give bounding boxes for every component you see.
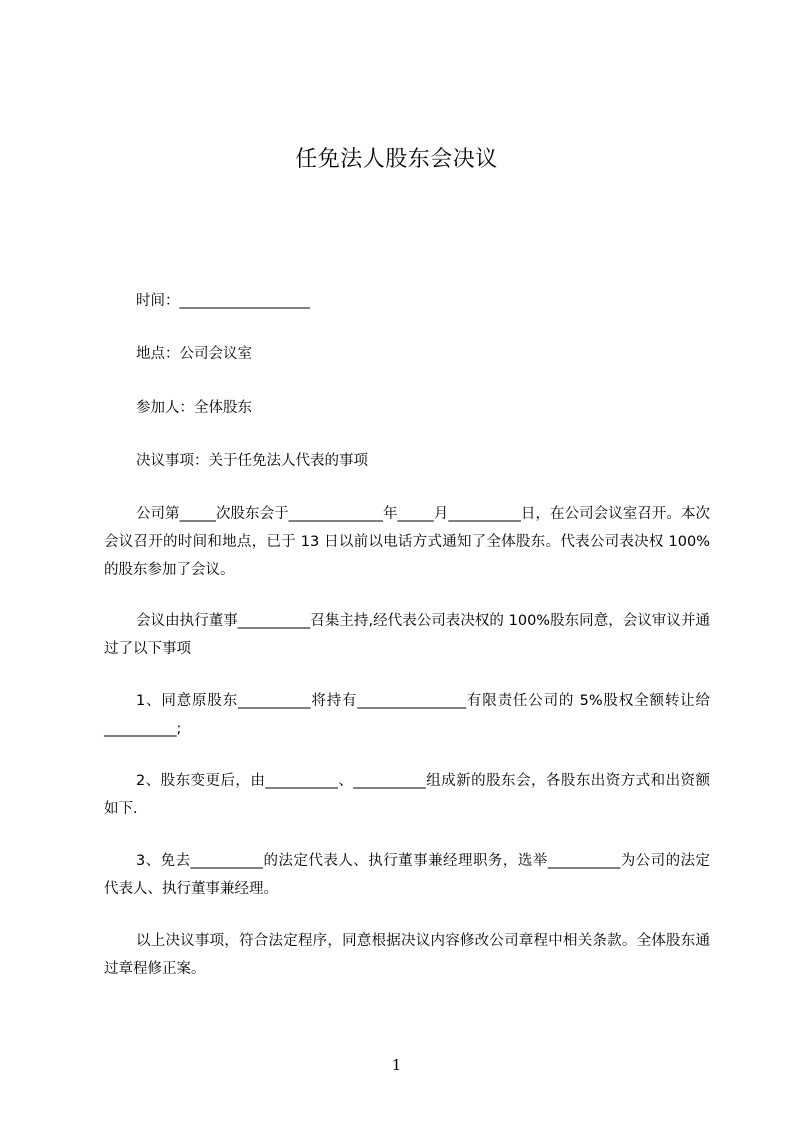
resolution-item-2: 2、股东变更后，由__________、__________组成新的股东会，各股东出资方式和出资额如下.	[104, 773, 710, 817]
time-line: 时间：__________________	[136, 293, 310, 309]
resolution-item-1: 1、同意原股东__________将持有_______________有限责任公司的 5%股权全额转让给__________;	[104, 693, 710, 737]
document-title: 任免法人股东会决议	[295, 147, 498, 172]
paragraph-meeting-info: 公司第_____次股东会于_____________年_____月__________日，在公司会议室召开。本次会议召开的时间和地点，已于 13 日以前以电话方式通知了全体股东。代表公司表决权 100%的股东参加了会议。	[104, 506, 710, 578]
matter-line: 决议事项：关于任免法人代表的事项	[136, 453, 368, 469]
page-number: 1	[391, 1056, 402, 1074]
place-line: 地点：公司会议室	[136, 346, 252, 362]
paragraph-conclusion: 以上决议事项，符合法定程序，同意根据决议内容修改公司章程中相关条款。全体股东通过章程修正案。	[104, 933, 710, 977]
attendees-line: 参加人：全体股东	[136, 400, 252, 416]
paragraph-meeting-chair: 会议由执行董事__________召集主持,经代表公司表决权的 100%股东同意，会议审议并通过了以下事项	[104, 613, 710, 657]
resolution-item-3: 3、免去__________的法定代表人、执行董事兼经理职务，选举__________为公司的法定代表人、执行董事兼经理。	[104, 853, 710, 897]
